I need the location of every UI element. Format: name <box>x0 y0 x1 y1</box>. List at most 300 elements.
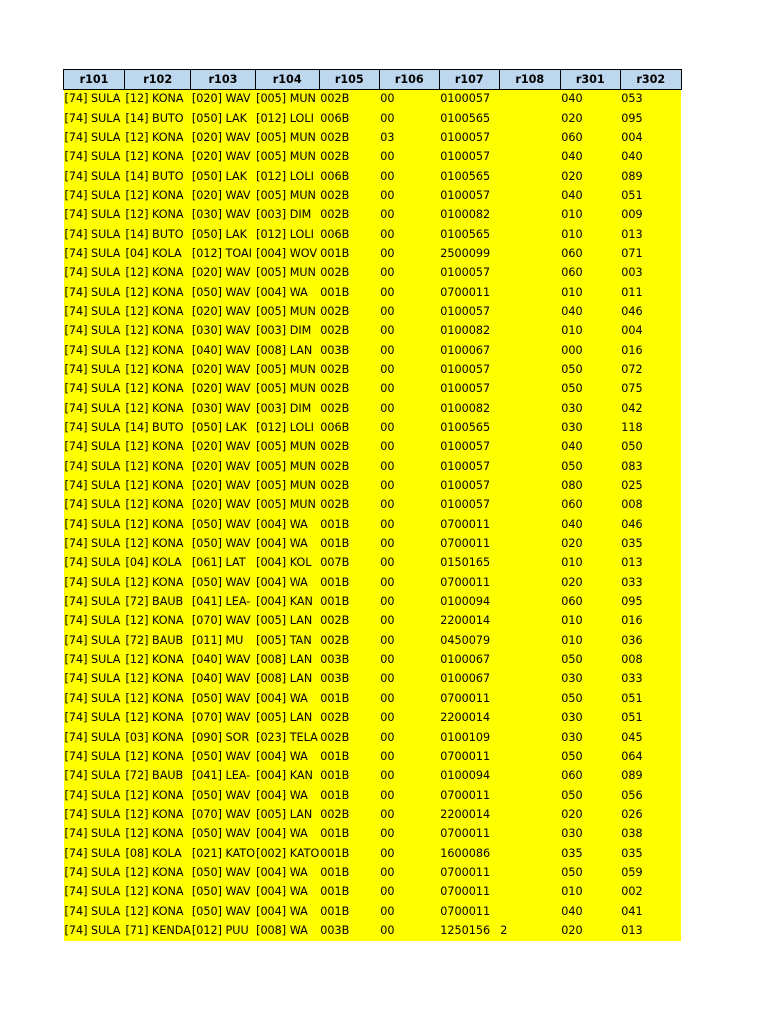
table-cell-r107[interactable]: 0700011 <box>439 573 499 592</box>
table-cell-r107[interactable]: 0100057 <box>439 360 499 379</box>
table-cell-r107[interactable]: 0100565 <box>439 418 499 437</box>
table-cell-r104[interactable]: [008] LAN <box>255 341 319 360</box>
table-cell-r302[interactable]: 033 <box>620 573 681 592</box>
table-cell-r107[interactable]: 0100565 <box>439 167 499 186</box>
table-cell-r101[interactable]: [74] SULA <box>64 128 125 147</box>
table-cell-r107[interactable]: 1250156 <box>439 921 499 940</box>
table-cell-r102[interactable]: [12] KONA <box>125 709 191 728</box>
table-cell-r302[interactable]: 089 <box>620 167 681 186</box>
table-cell-r302[interactable]: 071 <box>620 244 681 263</box>
table-cell-r106[interactable]: 00 <box>379 341 439 360</box>
table-cell-r108[interactable] <box>499 109 560 128</box>
table-cell-r103[interactable]: [061] LAT <box>191 554 255 573</box>
table-cell-r106[interactable]: 00 <box>379 863 439 882</box>
table-cell-r106[interactable]: 00 <box>379 186 439 205</box>
table-cell-r302[interactable]: 038 <box>620 825 681 844</box>
table-cell-r108[interactable] <box>499 670 560 689</box>
table-cell-r104[interactable]: [005] MUN <box>255 380 319 399</box>
table-cell-r101[interactable]: [74] SULA <box>64 515 125 534</box>
table-cell-r302[interactable]: 118 <box>620 418 681 437</box>
table-cell-r104[interactable]: [005] MUN <box>255 438 319 457</box>
table-cell-r301[interactable]: 020 <box>560 805 620 824</box>
table-cell-r102[interactable]: [12] KONA <box>125 883 191 902</box>
table-cell-r302[interactable]: 016 <box>620 341 681 360</box>
table-cell-r104[interactable]: [012] LOLI <box>255 418 319 437</box>
table-cell-r105[interactable]: 002B <box>319 457 379 476</box>
table-cell-r105[interactable]: 001B <box>319 283 379 302</box>
table-cell-r104[interactable]: [005] MUN <box>255 90 319 109</box>
table-cell-r107[interactable]: 0100057 <box>439 186 499 205</box>
table-cell-r101[interactable]: [74] SULA <box>64 592 125 611</box>
table-cell-r301[interactable]: 050 <box>560 689 620 708</box>
table-cell-r108[interactable] <box>499 360 560 379</box>
table-cell-r108[interactable] <box>499 805 560 824</box>
table-cell-r302[interactable]: 008 <box>620 650 681 669</box>
table-cell-r107[interactable]: 0100057 <box>439 496 499 515</box>
table-cell-r301[interactable]: 060 <box>560 592 620 611</box>
table-cell-r101[interactable]: [74] SULA <box>64 244 125 263</box>
table-cell-r106[interactable]: 00 <box>379 438 439 457</box>
table-cell-r107[interactable]: 2200014 <box>439 612 499 631</box>
table-cell-r108[interactable] <box>499 302 560 321</box>
table-cell-r104[interactable]: [008] LAN <box>255 650 319 669</box>
table-cell-r101[interactable]: [74] SULA <box>64 921 125 940</box>
table-cell-r102[interactable]: [12] KONA <box>125 148 191 167</box>
table-cell-r301[interactable]: 010 <box>560 554 620 573</box>
table-cell-r107[interactable]: 0700011 <box>439 283 499 302</box>
table-cell-r108[interactable] <box>499 438 560 457</box>
table-cell-r302[interactable]: 013 <box>620 554 681 573</box>
table-cell-r104[interactable]: [004] WOV <box>255 244 319 263</box>
table-cell-r102[interactable]: [08] KOLA <box>125 844 191 863</box>
table-cell-r102[interactable]: [12] KONA <box>125 670 191 689</box>
table-cell-r107[interactable]: 0100057 <box>439 438 499 457</box>
table-cell-r301[interactable]: 060 <box>560 767 620 786</box>
table-cell-r104[interactable]: [004] KAN <box>255 592 319 611</box>
table-cell-r102[interactable]: [12] KONA <box>125 786 191 805</box>
table-cell-r106[interactable]: 00 <box>379 883 439 902</box>
column-header-r105[interactable]: r105 <box>319 70 379 90</box>
table-cell-r107[interactable]: 0100565 <box>439 109 499 128</box>
table-cell-r301[interactable]: 020 <box>560 921 620 940</box>
table-cell-r101[interactable]: [74] SULA <box>64 283 125 302</box>
table-cell-r301[interactable]: 040 <box>560 902 620 921</box>
table-cell-r108[interactable] <box>499 902 560 921</box>
table-cell-r103[interactable]: [050] WAV <box>191 689 255 708</box>
table-cell-r302[interactable]: 053 <box>620 90 681 109</box>
table-cell-r102[interactable]: [12] KONA <box>125 902 191 921</box>
table-cell-r107[interactable]: 0100057 <box>439 457 499 476</box>
column-header-r107[interactable]: r107 <box>439 70 499 90</box>
table-cell-r104[interactable]: [012] LOLI <box>255 109 319 128</box>
table-cell-r107[interactable]: 0700011 <box>439 863 499 882</box>
table-cell-r302[interactable]: 072 <box>620 360 681 379</box>
table-cell-r302[interactable]: 009 <box>620 206 681 225</box>
table-cell-r106[interactable]: 00 <box>379 573 439 592</box>
table-cell-r108[interactable] <box>499 322 560 341</box>
table-cell-r107[interactable]: 0700011 <box>439 534 499 553</box>
table-cell-r106[interactable]: 00 <box>379 225 439 244</box>
table-cell-r102[interactable]: [12] KONA <box>125 186 191 205</box>
table-cell-r107[interactable]: 0100057 <box>439 128 499 147</box>
table-cell-r108[interactable] <box>499 709 560 728</box>
column-header-r103[interactable]: r103 <box>191 70 255 90</box>
table-cell-r104[interactable]: [004] KOL <box>255 554 319 573</box>
table-cell-r106[interactable]: 00 <box>379 902 439 921</box>
table-cell-r102[interactable]: [12] KONA <box>125 612 191 631</box>
table-cell-r103[interactable]: [050] WAV <box>191 902 255 921</box>
table-cell-r106[interactable]: 00 <box>379 264 439 283</box>
table-cell-r106[interactable]: 00 <box>379 786 439 805</box>
table-cell-r107[interactable]: 0150165 <box>439 554 499 573</box>
table-cell-r302[interactable]: 050 <box>620 438 681 457</box>
table-cell-r302[interactable]: 083 <box>620 457 681 476</box>
table-cell-r106[interactable]: 00 <box>379 418 439 437</box>
table-cell-r301[interactable]: 010 <box>560 631 620 650</box>
table-cell-r103[interactable]: [050] WAV <box>191 573 255 592</box>
table-cell-r103[interactable]: [030] WAV <box>191 399 255 418</box>
table-cell-r301[interactable]: 050 <box>560 863 620 882</box>
table-cell-r101[interactable]: [74] SULA <box>64 360 125 379</box>
table-cell-r104[interactable]: [012] LOLI <box>255 167 319 186</box>
table-cell-r104[interactable]: [004] KAN <box>255 767 319 786</box>
table-cell-r301[interactable]: 030 <box>560 825 620 844</box>
table-cell-r102[interactable]: [04] KOLA <box>125 244 191 263</box>
table-cell-r302[interactable]: 089 <box>620 767 681 786</box>
table-cell-r302[interactable]: 095 <box>620 592 681 611</box>
table-cell-r105[interactable]: 002B <box>319 476 379 495</box>
table-cell-r107[interactable]: 0100067 <box>439 341 499 360</box>
table-cell-r102[interactable]: [12] KONA <box>125 805 191 824</box>
table-cell-r105[interactable]: 001B <box>319 244 379 263</box>
table-cell-r106[interactable]: 00 <box>379 805 439 824</box>
table-cell-r106[interactable]: 00 <box>379 747 439 766</box>
table-cell-r106[interactable]: 03 <box>379 128 439 147</box>
table-cell-r102[interactable]: [12] KONA <box>125 650 191 669</box>
table-cell-r105[interactable]: 002B <box>319 206 379 225</box>
table-cell-r102[interactable]: [12] KONA <box>125 322 191 341</box>
table-cell-r104[interactable]: [005] MUN <box>255 457 319 476</box>
table-cell-r301[interactable]: 030 <box>560 399 620 418</box>
table-cell-r104[interactable]: [004] WA <box>255 883 319 902</box>
table-cell-r107[interactable]: 0700011 <box>439 747 499 766</box>
table-cell-r301[interactable]: 040 <box>560 302 620 321</box>
table-cell-r101[interactable]: [74] SULA <box>64 631 125 650</box>
table-cell-r104[interactable]: [008] LAN <box>255 670 319 689</box>
table-cell-r302[interactable]: 025 <box>620 476 681 495</box>
table-cell-r301[interactable]: 050 <box>560 786 620 805</box>
table-cell-r104[interactable]: [005] MUN <box>255 128 319 147</box>
table-cell-r105[interactable]: 002B <box>319 728 379 747</box>
table-cell-r101[interactable]: [74] SULA <box>64 767 125 786</box>
table-cell-r106[interactable]: 00 <box>379 283 439 302</box>
table-cell-r104[interactable]: [005] TAN <box>255 631 319 650</box>
table-cell-r105[interactable]: 002B <box>319 496 379 515</box>
table-cell-r301[interactable]: 010 <box>560 612 620 631</box>
table-cell-r301[interactable]: 030 <box>560 418 620 437</box>
table-cell-r301[interactable]: 020 <box>560 167 620 186</box>
table-cell-r106[interactable]: 00 <box>379 148 439 167</box>
table-cell-r105[interactable]: 002B <box>319 90 379 109</box>
table-cell-r101[interactable]: [74] SULA <box>64 573 125 592</box>
table-cell-r104[interactable]: [004] WA <box>255 863 319 882</box>
table-cell-r106[interactable]: 00 <box>379 612 439 631</box>
table-cell-r301[interactable]: 020 <box>560 573 620 592</box>
table-cell-r105[interactable]: 002B <box>319 631 379 650</box>
table-cell-r301[interactable]: 010 <box>560 283 620 302</box>
table-cell-r302[interactable]: 046 <box>620 302 681 321</box>
table-cell-r106[interactable]: 00 <box>379 670 439 689</box>
table-cell-r104[interactable]: [005] MUN <box>255 496 319 515</box>
table-cell-r106[interactable]: 00 <box>379 631 439 650</box>
table-cell-r108[interactable] <box>499 283 560 302</box>
table-cell-r102[interactable]: [12] KONA <box>125 573 191 592</box>
table-cell-r102[interactable]: [12] KONA <box>125 128 191 147</box>
table-cell-r103[interactable]: [040] WAV <box>191 650 255 669</box>
table-cell-r108[interactable] <box>499 206 560 225</box>
table-cell-r107[interactable]: 0100057 <box>439 302 499 321</box>
table-cell-r302[interactable]: 004 <box>620 322 681 341</box>
table-cell-r301[interactable]: 040 <box>560 90 620 109</box>
table-cell-r107[interactable]: 1600086 <box>439 844 499 863</box>
table-cell-r105[interactable]: 003B <box>319 670 379 689</box>
table-cell-r302[interactable]: 036 <box>620 631 681 650</box>
table-cell-r103[interactable]: [050] WAV <box>191 786 255 805</box>
table-cell-r102[interactable]: [12] KONA <box>125 457 191 476</box>
table-cell-r103[interactable]: [050] WAV <box>191 515 255 534</box>
table-cell-r108[interactable] <box>499 264 560 283</box>
table-cell-r105[interactable]: 001B <box>319 844 379 863</box>
table-cell-r108[interactable] <box>499 747 560 766</box>
column-header-r102[interactable]: r102 <box>125 70 191 90</box>
table-cell-r104[interactable]: [005] MUN <box>255 360 319 379</box>
table-cell-r107[interactable]: 2200014 <box>439 805 499 824</box>
table-cell-r107[interactable]: 0700011 <box>439 902 499 921</box>
table-cell-r104[interactable]: [005] LAN <box>255 612 319 631</box>
table-cell-r101[interactable]: [74] SULA <box>64 186 125 205</box>
table-cell-r106[interactable]: 00 <box>379 457 439 476</box>
table-cell-r105[interactable]: 002B <box>319 264 379 283</box>
table-cell-r101[interactable]: [74] SULA <box>64 670 125 689</box>
table-cell-r301[interactable]: 060 <box>560 264 620 283</box>
table-cell-r101[interactable]: [74] SULA <box>64 728 125 747</box>
table-cell-r105[interactable]: 007B <box>319 554 379 573</box>
table-cell-r105[interactable]: 002B <box>319 148 379 167</box>
table-cell-r108[interactable] <box>499 786 560 805</box>
table-cell-r105[interactable]: 001B <box>319 883 379 902</box>
table-cell-r104[interactable]: [004] WA <box>255 283 319 302</box>
table-cell-r101[interactable]: [74] SULA <box>64 264 125 283</box>
table-cell-r103[interactable]: [011] MU <box>191 631 255 650</box>
table-cell-r108[interactable] <box>499 631 560 650</box>
table-cell-r103[interactable]: [041] LEA- <box>191 592 255 611</box>
table-cell-r103[interactable]: [020] WAV <box>191 264 255 283</box>
table-cell-r301[interactable]: 030 <box>560 670 620 689</box>
table-cell-r105[interactable]: 001B <box>319 689 379 708</box>
table-cell-r102[interactable]: [12] KONA <box>125 380 191 399</box>
table-cell-r105[interactable]: 001B <box>319 767 379 786</box>
table-cell-r108[interactable] <box>499 476 560 495</box>
table-cell-r301[interactable]: 040 <box>560 438 620 457</box>
table-cell-r301[interactable]: 050 <box>560 360 620 379</box>
table-cell-r105[interactable]: 001B <box>319 592 379 611</box>
table-cell-r102[interactable]: [12] KONA <box>125 747 191 766</box>
table-cell-r107[interactable]: 0700011 <box>439 786 499 805</box>
table-cell-r104[interactable]: [023] TELA <box>255 728 319 747</box>
table-cell-r101[interactable]: [74] SULA <box>64 496 125 515</box>
table-cell-r302[interactable]: 051 <box>620 186 681 205</box>
table-cell-r302[interactable]: 042 <box>620 399 681 418</box>
table-cell-r301[interactable]: 040 <box>560 186 620 205</box>
table-cell-r106[interactable]: 00 <box>379 728 439 747</box>
table-cell-r104[interactable]: [005] MUN <box>255 148 319 167</box>
table-cell-r105[interactable]: 003B <box>319 650 379 669</box>
table-cell-r103[interactable]: [070] WAV <box>191 805 255 824</box>
table-cell-r301[interactable]: 050 <box>560 747 620 766</box>
table-cell-r301[interactable]: 050 <box>560 650 620 669</box>
table-cell-r105[interactable]: 006B <box>319 225 379 244</box>
table-cell-r102[interactable]: [14] BUTO <box>125 225 191 244</box>
table-cell-r108[interactable] <box>499 90 560 109</box>
table-cell-r106[interactable]: 00 <box>379 534 439 553</box>
table-cell-r302[interactable]: 008 <box>620 496 681 515</box>
table-cell-r301[interactable]: 050 <box>560 457 620 476</box>
table-cell-r108[interactable] <box>499 225 560 244</box>
table-cell-r106[interactable]: 00 <box>379 360 439 379</box>
table-cell-r105[interactable]: 001B <box>319 534 379 553</box>
table-cell-r302[interactable]: 013 <box>620 225 681 244</box>
table-cell-r107[interactable]: 0100067 <box>439 650 499 669</box>
table-cell-r105[interactable]: 002B <box>319 805 379 824</box>
table-cell-r105[interactable]: 002B <box>319 360 379 379</box>
table-cell-r106[interactable]: 00 <box>379 167 439 186</box>
table-cell-r103[interactable]: [050] LAK <box>191 225 255 244</box>
table-cell-r107[interactable]: 0100082 <box>439 206 499 225</box>
table-cell-r103[interactable]: [041] LEA- <box>191 767 255 786</box>
table-cell-r301[interactable]: 030 <box>560 728 620 747</box>
table-cell-r302[interactable]: 051 <box>620 689 681 708</box>
table-cell-r103[interactable]: [020] WAV <box>191 360 255 379</box>
table-cell-r104[interactable]: [012] LOLI <box>255 225 319 244</box>
table-cell-r108[interactable] <box>499 650 560 669</box>
table-cell-r108[interactable] <box>499 825 560 844</box>
column-header-r101[interactable]: r101 <box>64 70 125 90</box>
table-cell-r103[interactable]: [020] WAV <box>191 302 255 321</box>
table-cell-r105[interactable]: 002B <box>319 302 379 321</box>
table-cell-r108[interactable] <box>499 148 560 167</box>
table-cell-r106[interactable]: 00 <box>379 109 439 128</box>
table-cell-r102[interactable]: [14] BUTO <box>125 167 191 186</box>
table-cell-r107[interactable]: 0700011 <box>439 689 499 708</box>
table-cell-r103[interactable]: [050] LAK <box>191 167 255 186</box>
table-cell-r105[interactable]: 002B <box>319 322 379 341</box>
table-cell-r106[interactable]: 00 <box>379 322 439 341</box>
table-cell-r101[interactable]: [74] SULA <box>64 844 125 863</box>
table-cell-r107[interactable]: 0100057 <box>439 148 499 167</box>
table-cell-r101[interactable]: [74] SULA <box>64 825 125 844</box>
table-cell-r105[interactable]: 001B <box>319 573 379 592</box>
table-cell-r106[interactable]: 00 <box>379 709 439 728</box>
table-cell-r102[interactable]: [12] KONA <box>125 476 191 495</box>
table-cell-r103[interactable]: [050] WAV <box>191 863 255 882</box>
table-cell-r302[interactable]: 026 <box>620 805 681 824</box>
table-cell-r104[interactable]: [004] WA <box>255 825 319 844</box>
table-cell-r106[interactable]: 00 <box>379 399 439 418</box>
table-cell-r108[interactable] <box>499 767 560 786</box>
table-cell-r102[interactable]: [12] KONA <box>125 302 191 321</box>
table-cell-r102[interactable]: [12] KONA <box>125 206 191 225</box>
table-cell-r102[interactable]: [04] KOLA <box>125 554 191 573</box>
table-cell-r105[interactable]: 006B <box>319 109 379 128</box>
table-cell-r301[interactable]: 060 <box>560 496 620 515</box>
table-cell-r108[interactable] <box>499 457 560 476</box>
table-cell-r104[interactable]: [003] DIM <box>255 206 319 225</box>
table-cell-r101[interactable]: [74] SULA <box>64 341 125 360</box>
table-cell-r102[interactable]: [14] BUTO <box>125 109 191 128</box>
table-cell-r302[interactable]: 011 <box>620 283 681 302</box>
table-cell-r106[interactable]: 00 <box>379 244 439 263</box>
table-cell-r101[interactable]: [74] SULA <box>64 167 125 186</box>
table-cell-r106[interactable]: 00 <box>379 689 439 708</box>
table-cell-r103[interactable]: [040] WAV <box>191 341 255 360</box>
table-cell-r104[interactable]: [005] MUN <box>255 302 319 321</box>
table-cell-r106[interactable]: 00 <box>379 515 439 534</box>
table-cell-r102[interactable]: [12] KONA <box>125 264 191 283</box>
table-cell-r108[interactable] <box>499 863 560 882</box>
table-cell-r107[interactable]: 0100082 <box>439 399 499 418</box>
table-cell-r105[interactable]: 002B <box>319 438 379 457</box>
table-cell-r103[interactable]: [012] PUU <box>191 921 255 940</box>
table-cell-r104[interactable]: [005] MUN <box>255 476 319 495</box>
table-cell-r108[interactable] <box>499 399 560 418</box>
table-cell-r101[interactable]: [74] SULA <box>64 689 125 708</box>
table-cell-r102[interactable]: [12] KONA <box>125 534 191 553</box>
table-cell-r108[interactable] <box>499 844 560 863</box>
table-cell-r102[interactable]: [12] KONA <box>125 825 191 844</box>
table-cell-r302[interactable]: 035 <box>620 534 681 553</box>
table-cell-r101[interactable]: [74] SULA <box>64 554 125 573</box>
table-cell-r106[interactable]: 00 <box>379 90 439 109</box>
table-cell-r105[interactable]: 006B <box>319 167 379 186</box>
table-cell-r101[interactable]: [74] SULA <box>64 534 125 553</box>
table-cell-r301[interactable]: 035 <box>560 844 620 863</box>
table-cell-r108[interactable] <box>499 128 560 147</box>
table-cell-r101[interactable]: [74] SULA <box>64 902 125 921</box>
table-cell-r104[interactable]: [004] WA <box>255 786 319 805</box>
table-cell-r103[interactable]: [050] WAV <box>191 747 255 766</box>
table-cell-r108[interactable] <box>499 186 560 205</box>
table-cell-r108[interactable] <box>499 515 560 534</box>
table-cell-r104[interactable]: [005] MUN <box>255 186 319 205</box>
table-cell-r107[interactable]: 0700011 <box>439 825 499 844</box>
table-cell-r302[interactable]: 004 <box>620 128 681 147</box>
table-cell-r103[interactable]: [050] WAV <box>191 283 255 302</box>
table-cell-r102[interactable]: [12] KONA <box>125 341 191 360</box>
table-cell-r301[interactable]: 060 <box>560 244 620 263</box>
table-cell-r102[interactable]: [12] KONA <box>125 689 191 708</box>
table-cell-r101[interactable]: [74] SULA <box>64 225 125 244</box>
table-cell-r105[interactable]: 001B <box>319 902 379 921</box>
table-cell-r105[interactable]: 002B <box>319 709 379 728</box>
table-cell-r301[interactable]: 030 <box>560 709 620 728</box>
table-cell-r106[interactable]: 00 <box>379 380 439 399</box>
table-cell-r101[interactable]: [74] SULA <box>64 380 125 399</box>
table-cell-r102[interactable]: [12] KONA <box>125 863 191 882</box>
table-cell-r101[interactable]: [74] SULA <box>64 438 125 457</box>
table-cell-r104[interactable]: [008] WA <box>255 921 319 940</box>
table-cell-r301[interactable]: 010 <box>560 206 620 225</box>
table-cell-r102[interactable]: [03] KONA <box>125 728 191 747</box>
